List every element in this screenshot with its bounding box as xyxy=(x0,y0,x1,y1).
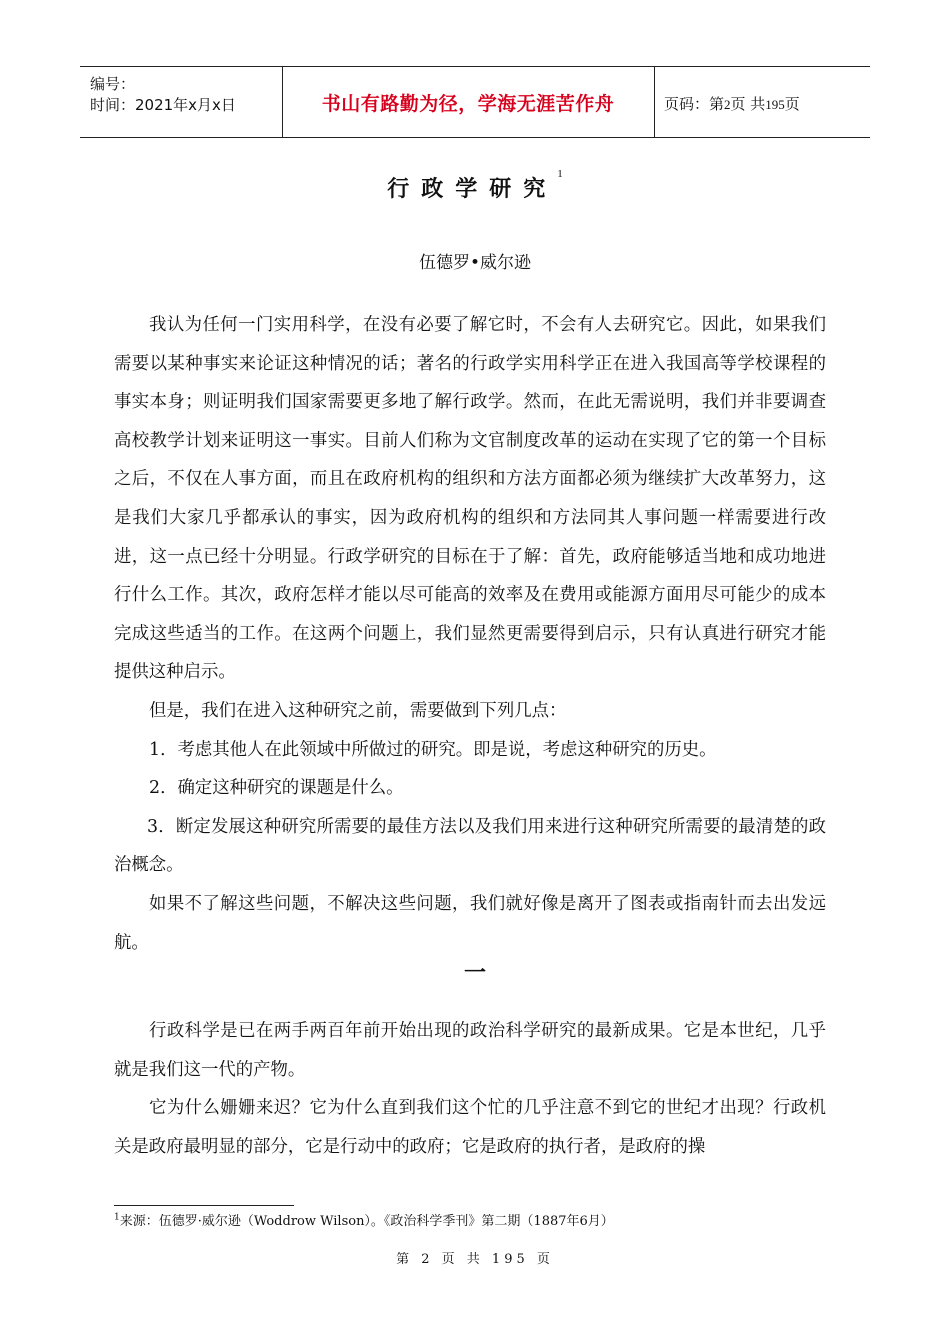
intro-body xyxy=(114,306,826,962)
list-item-1: 1．考虑其他人在此领域中所做过的研究。即是说，考虑这种研究的历史。 xyxy=(149,739,717,760)
list-item-3: 3．断定发展这种研究所需要的最佳方法以及我们用来进行这种研究所需要的最清楚的政治概念。 xyxy=(114,816,826,876)
header-page-suffix: 页 xyxy=(784,95,800,113)
paragraph-1: 我认为任何一门实用科学，在没有必要了解它时，不会有人去研究它。因此，如果我们需要以某种事实来论证这种情况的话；著名的行政学实用科学正在进入我国高等学校课程的事实本身；则证明我们国家需要更多地了解行政学。然而，在此无需说明，我们并非要调查高校教学计划来证明这一事实。目前人们称为文官制度改革的运动在实现了它的第一个目标之后，不仅在人事方面，而且在政府机构的组织和方法方面都必须为继续扩大改革努力，这是我们大家几乎都承认的事实，因为政府机构的组织和方法同其人事问题一样需要进行改进，这一点已经十分明显。行政学研究的目标在于了解：首先，政府能够适当地和成功地进行什么工作。其次，政府怎样才能以尽可能高的效率及在费用或能源方面用尽可能少的成本完成这些适当的工作。在这两个问题上，我们显然更需要得到启示，只有认真进行研究才能提供这种启示。 xyxy=(114,315,826,683)
footnote-divider xyxy=(114,1205,294,1206)
paragraph-conclusion: 如果不了解这些问题，不解决这些问题，我们就好像是离开了图表或指南针而去出发远航。 xyxy=(114,893,826,953)
document-title xyxy=(0,168,950,203)
header-page-indicator xyxy=(664,93,800,114)
title-footnote-mark: 1 xyxy=(557,168,563,180)
title-text: 行政学研究 xyxy=(387,177,558,202)
header-page-cell xyxy=(654,67,870,137)
document-header xyxy=(80,66,870,138)
header-page-total: 195 xyxy=(765,97,785,112)
header-page-label: 页码：第 xyxy=(664,95,725,113)
header-motto-cell xyxy=(282,67,655,137)
header-date-label: 时间：2021年x月x日 xyxy=(90,96,236,114)
section-paragraph-2: 它为什么姗姗来迟？它为什么直到我们这个忙的几乎注意不到它的世纪才出现？行政机关是政府最明显的部分，它是行动中的政府；它是政府的执行者，是政府的操 xyxy=(114,1098,826,1157)
footnote-text: 来源：伍德罗·威尔逊（Woddrow Wilson）。《政治科学季刊》第二期（1887年6月） xyxy=(119,1214,614,1229)
section-body xyxy=(114,1012,826,1166)
author-name: 伍德罗•威尔逊 xyxy=(418,253,532,273)
header-page-current: 2 xyxy=(724,97,731,112)
paragraph-2: 但是，我们在进入这种研究之前，需要做到下列几点： xyxy=(149,700,567,721)
header-motto: 书山有路勤为径，学海无涯苦作舟 xyxy=(321,93,615,115)
section-heading: 一 xyxy=(463,961,486,986)
footnote xyxy=(114,1210,614,1229)
header-number-label: 编号： xyxy=(90,75,136,93)
section-paragraph-1: 行政科学是已在两手两百年前开始出现的政治科学研究的最新成果。它是本世纪，几乎就是我们这一代的产物。 xyxy=(114,1021,826,1080)
list-item-2: 2．确定这种研究的课题是什么。 xyxy=(149,778,404,799)
header-left-cell xyxy=(80,67,283,137)
header-page-middle: 页 共 xyxy=(730,95,766,113)
footnote-mark: 1 xyxy=(114,1212,120,1223)
page-footer: 第 2 页 共 195 页 xyxy=(396,1252,554,1267)
